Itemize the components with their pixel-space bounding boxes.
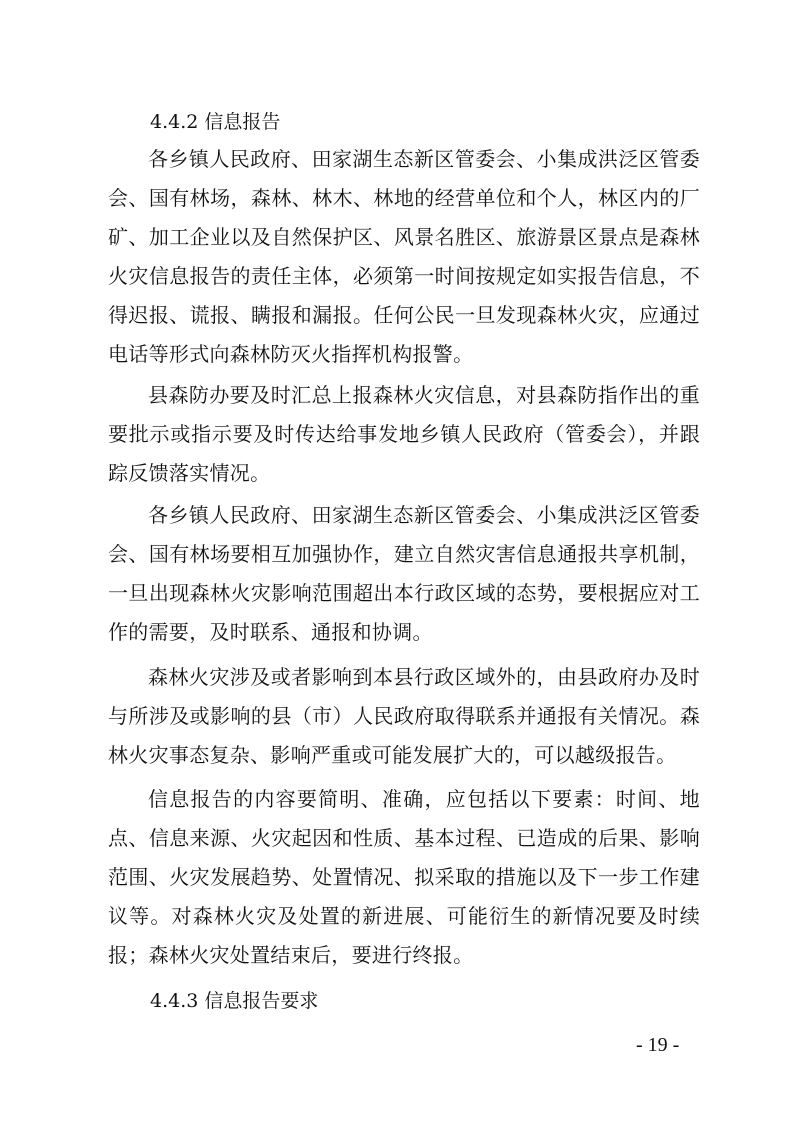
paragraph-report-content: 信息报告的内容要简明、准确，应包括以下要素：时间、地点、信息来源、火灾起因和性质、基本过程、已造成的后果、影响范围、火灾发展趋势、处置情况、拟采取的措施以及下一步工作建议等。对森林火灾及处置的新进展、可能衍生的新情况要及时续报；森林火灾处置结束后，要进行终报。: [108, 787, 700, 967]
paragraph-county-office: 县森防办要及时汇总上报森林火灾信息，对县森防指作出的重要批示或指示要及时传达给事发地乡镇人民政府（管委会），并跟踪反馈落实情况。: [108, 383, 700, 485]
section-heading-4-4-2: 4.4.2 信息报告: [150, 111, 281, 133]
paragraph-cross-region: 森林火灾涉及或者影响到本县行政区域外的，由县政府办及时与所涉及或影响的县（市）人民政府取得联系并通报有关情况。森林火灾事态复杂、影响严重或可能发展扩大的，可以越级报告。: [108, 665, 700, 767]
paragraph-cooperation: 各乡镇人民政府、田家湖生态新区管委会、小集成洪泛区管委会、国有林场要相互加强协作，建立自然灾害信息通报共享机制，一旦出现森林火灾影响范围超出本行政区域的态势，要根据应对工作的需要，及时联系、通报和协调。: [108, 503, 700, 644]
paragraph-responsibility: 各乡镇人民政府、田家湖生态新区管委会、小集成洪泛区管委会、国有林场，森林、林木、林地的经营单位和个人，林区内的厂矿、加工企业以及自然保护区、风景名胜区、旅游景区景点是森林火灾信息报告的责任主体，必须第一时间按规定如实报告信息，不得迟报、谎报、瞒报和漏报。任何公民一旦发现森林火灾，应通过电话等形式向森林防灭火指挥机构报警。: [108, 147, 700, 366]
page-number: - 19 -: [636, 1034, 680, 1056]
section-heading-4-4-3: 4.4.3 信息报告要求: [150, 990, 319, 1012]
